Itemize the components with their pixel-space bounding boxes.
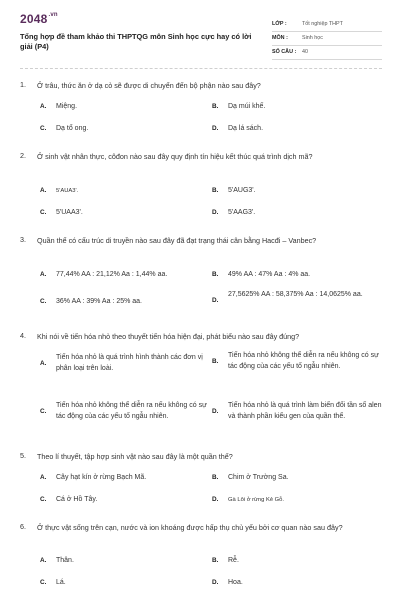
question-number: 1. <box>20 80 26 89</box>
option-text: Dạ lá sách. <box>228 125 264 132</box>
option-text: 27,5625% AA : 58,375% Aa : 14,0625% aa. <box>228 291 363 298</box>
question-text: Ở sinh vật nhân thực, côđon nào sau đây quy định tín hiệu kết thúc quá trình dịch mã? <box>37 152 313 161</box>
option-letter: D. <box>212 125 219 132</box>
option-letter: C. <box>40 298 47 305</box>
option-text: Lá. <box>56 579 66 586</box>
option-letter: A. <box>40 187 47 194</box>
option-letter: D. <box>212 408 219 415</box>
option-text: Chim ở Trường Sa. <box>228 474 289 481</box>
option-text: 49% AA : 47% Aa : 4% aa. <box>228 271 311 278</box>
option-text: 5'UAA3'. <box>56 209 83 216</box>
document-meta <box>272 18 382 60</box>
question-text: Theo lí thuyết, tập hợp sinh vật nào sau đây là một quần thể? <box>37 452 233 461</box>
meta-label: MÔN : <box>272 35 288 41</box>
option-letter: D. <box>212 209 219 216</box>
question-6 <box>20 522 382 594</box>
option-text: 77,44% AA : 21,12% Aa : 1,44% aa. <box>56 271 168 278</box>
option-letter: B. <box>212 187 219 194</box>
question-3 <box>20 235 382 320</box>
option-text: Miệng. <box>56 103 78 110</box>
option-letter: D. <box>212 297 219 304</box>
logo-text: 2048 <box>20 12 48 26</box>
option-text: Dạ múi khế. <box>228 103 266 110</box>
question-number: 6. <box>20 522 26 531</box>
option-letter: A. <box>40 474 47 481</box>
option-letter: D. <box>212 496 219 503</box>
logo-suffix: .vn <box>48 12 58 18</box>
option-text: 36% AA : 39% Aa : 25% aa. <box>56 298 143 305</box>
meta-row-subject <box>272 32 382 46</box>
option-text: Cá ở Hồ Tây. <box>56 496 98 503</box>
option-letter: B. <box>212 271 219 278</box>
option-letter: A. <box>40 557 47 564</box>
option-text: Gà Lôi ở rừng Kẻ Gỗ. <box>228 497 285 503</box>
question-2 <box>20 151 382 223</box>
question-text: Quần thể có cấu trúc di truyền nào sau đây đã đạt trạng thái cân bằng Hacđi – Vanbec? <box>37 236 317 245</box>
option-text: Cây hạt kín ở rừng Bạch Mã. <box>56 474 147 481</box>
question-number: 4. <box>20 331 26 340</box>
question-5 <box>20 451 382 511</box>
option-letter: C. <box>40 209 47 216</box>
question-number: 2. <box>20 151 26 160</box>
option-text: 5'AUG3'. <box>228 187 256 194</box>
option-letter: A. <box>40 360 47 367</box>
question-text: Ở trâu, thức ăn ở dạ cỏ sẽ được di chuyển đến bộ phận nào sau đây? <box>37 81 261 90</box>
option-letter: C. <box>40 408 47 415</box>
option-letter: B. <box>212 557 219 564</box>
option-text: Thân. <box>56 557 74 564</box>
question-1 <box>20 80 382 140</box>
option-text: 5'AUA3'. <box>56 188 79 194</box>
question-4 <box>20 331 382 441</box>
document-title: Tổng hợp đề tham khảo thi THPTQG môn Sinh học cực hay có lời giải (P4) <box>20 32 252 51</box>
option-text: Hoa. <box>228 579 243 586</box>
meta-row-question-count <box>272 46 382 60</box>
option-letter: D. <box>212 579 219 586</box>
option-text: Rễ. <box>228 557 239 564</box>
meta-label: LỚP : <box>272 21 287 27</box>
meta-value: Sinh học <box>302 35 323 41</box>
option-letter: A. <box>40 271 47 278</box>
option-text: Dạ tổ ong. <box>56 125 89 132</box>
question-text: Khi nói về tiến hóa nhỏ theo thuyết tiến hóa hiện đại, phát biểu nào sau đây đúng? <box>37 332 300 341</box>
option-letter: C. <box>40 496 47 503</box>
meta-label: SỐ CÂU : <box>272 49 297 55</box>
option-text: Tiến hóa nhỏ không thể diễn ra nếu không có sự tác động của các yếu tố ngẫu nhiên. <box>228 352 379 370</box>
option-text: Tiến hóa nhỏ là quá trình làm biến đổi tần số alen và thành phần kiểu gen của quần thể. <box>228 402 382 420</box>
option-text: 5'AAG3'. <box>228 209 256 216</box>
option-letter: C. <box>40 125 47 132</box>
option-text: Tiến hóa nhỏ không thể diễn ra nếu không có sự tác động của các yếu tố ngẫu nhiên. <box>56 402 207 420</box>
document-header <box>20 12 382 62</box>
site-logo[interactable] <box>20 12 58 26</box>
option-letter: B. <box>212 474 219 481</box>
question-number: 5. <box>20 451 26 460</box>
meta-value: 40 <box>302 49 308 55</box>
option-letter: B. <box>212 358 219 365</box>
option-letter: A. <box>40 103 47 110</box>
option-letter: B. <box>212 103 219 110</box>
meta-row-class <box>272 18 382 32</box>
question-text: Ở thực vật sống trên cạn, nước và ion khoáng được hấp thụ chủ yếu bởi cơ quan nào sau đây? <box>37 523 343 532</box>
header-divider <box>20 68 382 69</box>
option-letter: C. <box>40 579 47 586</box>
question-number: 3. <box>20 235 26 244</box>
option-text: Tiến hóa nhỏ là quá trình hình thành các đơn vị phân loại trên loài. <box>56 354 203 372</box>
meta-value: Tốt nghiệp THPT <box>302 21 343 27</box>
